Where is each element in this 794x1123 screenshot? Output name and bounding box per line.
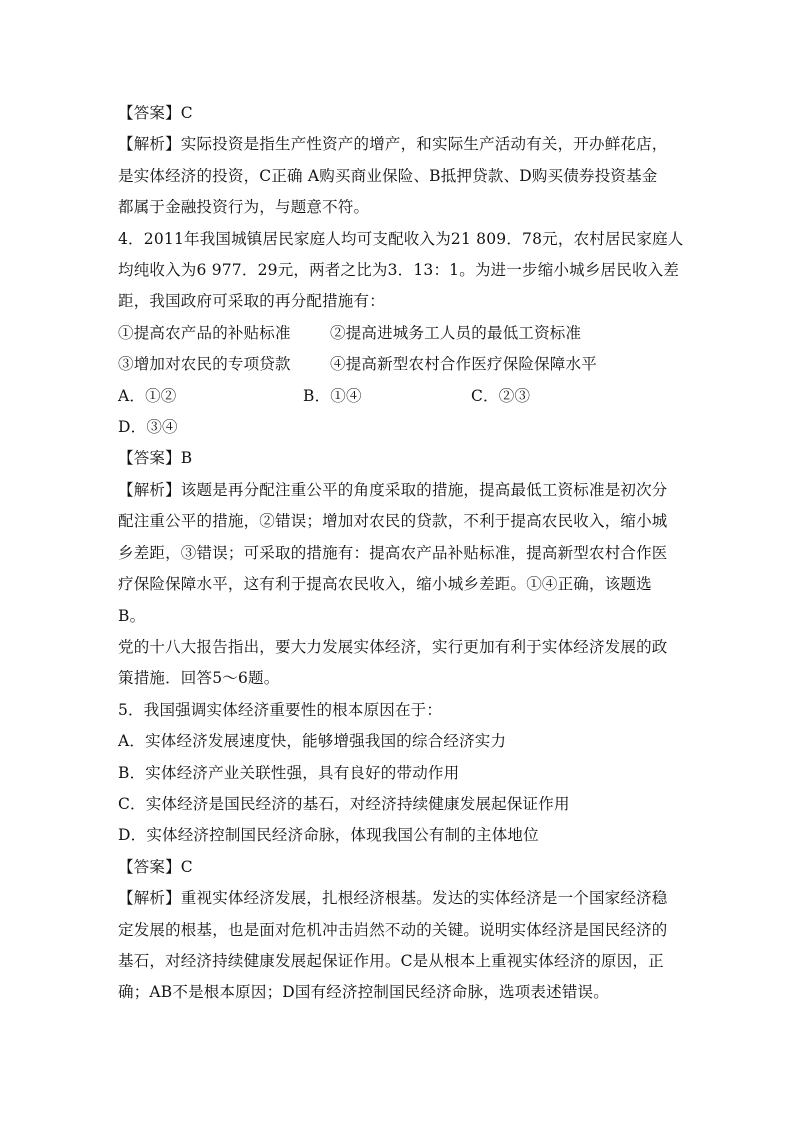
- q3-analysis-line: 是实体经济的投资，C正确 A购买商业保险、B抵押贷款、D购买债券投资基金: [118, 166, 658, 185]
- q4-option-d: D．③④: [118, 418, 178, 437]
- q4-option-a: A．①②: [118, 386, 177, 405]
- q4-option-c: C．②③: [471, 386, 531, 405]
- q3-analysis-line: 都属于金融投资行为，与题意不符。: [118, 198, 370, 217]
- q4-item-4: ④提高新型农村合作医疗保险保障水平: [330, 355, 597, 374]
- q4-stem-line: 4．2011年我国城镇居民家庭人均可支配收入为21 809．78元，农村居民家庭人: [118, 229, 684, 248]
- q4-option-b: B．①④: [303, 386, 362, 405]
- q4-analysis-line: B。: [118, 606, 146, 625]
- q4-item-1: ①提高农产品的补贴标准: [118, 323, 291, 342]
- document-body: [118, 98, 684, 1009]
- q3-analysis-line: 【解析】实际投资是指生产性资产的增产，和实际生产活动有关，开办鲜花店，: [118, 135, 668, 154]
- q5-analysis-line: 确；AB不是根本原因；D国有经济控制国民经济命脉，选项表述错误。: [118, 983, 609, 1002]
- q4-items-row: [118, 349, 678, 380]
- intro-line: 党的十八大报告指出，要大力发展实体经济，实行更加有利于实体经济发展的政: [118, 637, 668, 656]
- q4-analysis-line: 【解析】该题是再分配注重公平的角度采取的措施，提高最低工资标准是初次分: [118, 480, 668, 499]
- q3-answer: 【答案】C: [118, 104, 193, 122]
- q5-answer: 【答案】C: [118, 857, 193, 876]
- q4-stem-line: 距，我国政府可采取的再分配措施有：: [118, 292, 385, 311]
- q4-item-2: ②提高进城务工人员的最低工资标准: [330, 323, 582, 342]
- q5-analysis-line: 【解析】重视实体经济发展，扎根经济根基。发达的实体经济是一个国家经济稳: [118, 889, 668, 908]
- q5-stem: 5．我国强调实体经济重要性的根本原因在于：: [118, 700, 443, 719]
- q5-option-d: D．实体经济控制国民经济命脉，体现我国公有制的主体地位: [118, 826, 539, 845]
- intro-line: 策措施．回答5～6题。: [118, 669, 280, 688]
- q4-options-row: [118, 381, 678, 412]
- q4-stem-line: 均纯收入为6 977．29元，两者之比为3．13：1。为进一步缩小城乡居民收入差: [118, 261, 680, 280]
- q4-analysis-line: 乡差距，③错误；可采取的措施有：提高农产品补贴标准，提高新型农村合作医: [118, 543, 668, 562]
- q5-option-b: B．实体经济产业关联性强，具有良好的带动作用: [118, 763, 460, 782]
- q4-items-row: [118, 318, 678, 349]
- q5-option-a: A．实体经济发展速度快，能够增强我国的综合经济实力: [118, 732, 507, 751]
- q4-analysis-line: 配注重公平的措施，②错误；增加对农民的贷款，不利于提高农民收入，缩小城: [118, 512, 668, 531]
- q4-item-3: ③增加对农民的专项贷款: [118, 355, 291, 374]
- q5-analysis-line: 定发展的根基，也是面对危机冲击岿然不动的关键。说明实体经济是国民经济的: [118, 920, 668, 939]
- q4-analysis-line: 疗保险保障水平，这有利于提高农民收入，缩小城乡差距。①④正确，该题选: [118, 575, 652, 594]
- q5-analysis-line: 基石，对经济持续健康发展起保证作用。C是从根本上重视实体经济的原因，正: [118, 951, 664, 970]
- q5-option-c: C．实体经济是国民经济的基石，对经济持续健康发展起保证作用: [118, 794, 570, 813]
- q4-answer: 【答案】B: [118, 449, 193, 468]
